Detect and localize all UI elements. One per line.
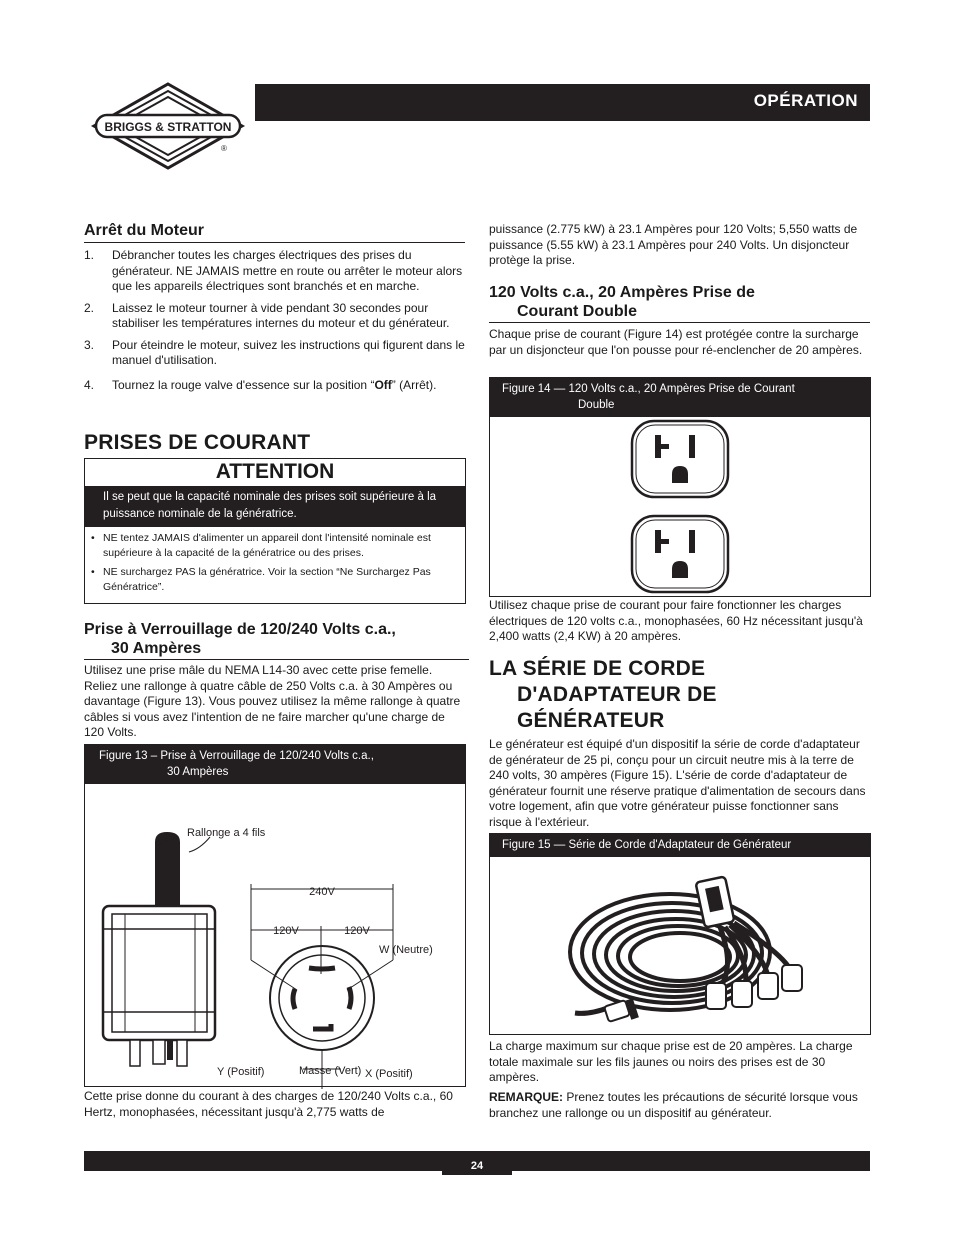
label-x-positive: X (Positif)	[365, 1068, 413, 1080]
twist-lock-diagram	[85, 784, 465, 1089]
charge-text: La charge maximum sur chaque prise est de 20 ampères. La charge totale maximale sur les fils jaunes ou noirs des prises est de 30 ampères.	[489, 1039, 853, 1084]
attention-bullet: • NE tentez JAMAIS d'alimenter un appareil dont l'intensité nominale est supérieure à la capacité de la génératrice ou des prises.	[91, 532, 431, 559]
figure-15-caption: Figure 15 — Série de Corde d'Adaptateur de Générateur	[490, 834, 870, 857]
continued-text: puissance (2.775 kW) à 23.1 Ampères pour 120 Volts; 5,550 watts de puissance (5.55 kW) à 23.1 Ampères pour 240 Volts. Un disjoncteur protège la prise.	[489, 222, 858, 267]
figure-14-caption: Figure 14 — 120 Volts c.a., 20 Ampères Prise de Courant Double	[490, 378, 870, 417]
twist-lock-text: Utilisez une prise mâle du NEMA L14-30 avec cette prise femelle. Reliez une rallonge à quatre câble de 250 Volts c.a. à 30 Ampères ou davantage (Figure 13). Vous pouvez utilisez la même rallonge à quatre câbles si vous avez l'intention de ne faire marcher qu'une charge de 120 Volts.	[84, 663, 461, 739]
briggs-stratton-logo	[88, 80, 248, 172]
step-item: 3. Pour éteindre le moteur, suivez les instructions qui figurent dans le manuel d'utilisation.	[84, 337, 465, 367]
figure-14	[489, 377, 871, 597]
plug-twist-lock	[604, 998, 639, 1022]
section-title: OPÉRATION	[753, 91, 858, 110]
bottom-left-text: Cette prise donne du courant à des charges de 120/240 Volts c.a., 60 Hertz, monophasées, nécessitant jusqu'à 2,775 watts de	[84, 1089, 453, 1119]
duplex-text: Chaque prise de courant (Figure 14) est protégée contre la surcharge par un disjoncteur que l'on pousse pour ré-enclencher de 20 ampères.	[489, 327, 863, 357]
attention-list	[85, 527, 465, 603]
twist-lock-heading: Prise à Verrouillage de 120/240 Volts c.a., 30 Ampères	[84, 620, 469, 660]
duplex-outlet-diagram	[490, 417, 870, 601]
duplex-heading: 120 Volts c.a., 20 Ampères Prise de Courant Double	[489, 283, 870, 323]
label-240v: 240V	[309, 886, 335, 898]
ground-icon	[303, 1067, 343, 1079]
remarque-text: REMARQUE: Prenez toutes les précautions de sécurité lorsque vous branchez une rallonge ou un dispositif au générateur.	[489, 1090, 858, 1120]
logo-text: BRIGGS & STRATTON	[104, 120, 232, 134]
figure-13	[84, 744, 466, 1087]
attention-box	[84, 458, 466, 604]
registered-mark: ®	[221, 144, 227, 153]
attention-text: Il se peut que la capacité nominale des prises soit supérieure à la puissance nominale de la génératrice.	[85, 486, 465, 527]
remarque-label: REMARQUE:	[489, 1090, 563, 1104]
page-number: 24	[442, 1151, 512, 1175]
ground-label: Masse (Vert)	[299, 1065, 362, 1077]
figure-15	[489, 833, 871, 1035]
arret-heading: Arrêt du Moteur	[84, 222, 465, 243]
section-header-bar	[255, 84, 870, 121]
adapter-cord-image	[490, 857, 870, 1037]
outlet-bottom	[632, 516, 728, 592]
attention-title: ATTENTION	[215, 460, 335, 483]
prises-heading: PRISES DE COURANT	[84, 431, 311, 454]
label-120v-right: 120V	[344, 925, 370, 937]
after-figure-14-text: Utilisez chaque prise de courant pour faire fonctionner les charges électriques de 120 volts c.a., monophasées, 60 Hz nécessitant jusqu'à 2,400 watts (2,4 KW) à 20 ampères.	[489, 598, 863, 643]
serie-text: Le générateur est équipé d'un dispositif la série de corde d'adaptateur de générateur de 25 pi, conçu pour un circuit neutre mis à la terre de 240 volts, 30 ampères (Figure 15). L'série de corde d'adaptateur de générateur fournit une réserve pratique d'alimentation de secours dans votre logement, afin que votre générateur puisse fonctionner sans risque à l'extérieur.	[489, 737, 866, 829]
label-neutral: W (Neutre)	[379, 944, 433, 956]
left-column	[84, 222, 465, 399]
outlet-top	[632, 421, 728, 497]
figure-13-caption: Figure 13 – Prise à Verrouillage de 120/240 Volts c.a., 30 Ampères	[85, 745, 465, 784]
label-120v-left: 120V	[273, 925, 299, 937]
serie-heading: LA SÉRIE DE CORDE D'ADAPTATEUR DE GÉNÉRATEUR	[489, 657, 717, 732]
step-item: 1. Débrancher toutes les charges électriques des prises du générateur. NE JAMAIS mettre en route ou arrêter le moteur alors que les appareils électriques sont branchés et en marche.	[84, 248, 463, 293]
step-item: 4. Tournez la rouge valve d'essence sur la position “Off” (Arrêt).	[84, 377, 437, 392]
attention-bullet: • NE surchargez PAS la génératrice. Voir la section “Ne Surchargez Pas Génératrice”.	[91, 566, 431, 593]
step-item: 2. Laissez le moteur tourner à vide pendant 30 secondes pour stabiliser les températures internes du moteur et du générateur.	[84, 300, 450, 330]
cord-label: Rallonge a 4 fils	[187, 827, 266, 839]
arret-steps	[84, 248, 465, 393]
label-y-positive: Y (Positif)	[217, 1066, 265, 1078]
